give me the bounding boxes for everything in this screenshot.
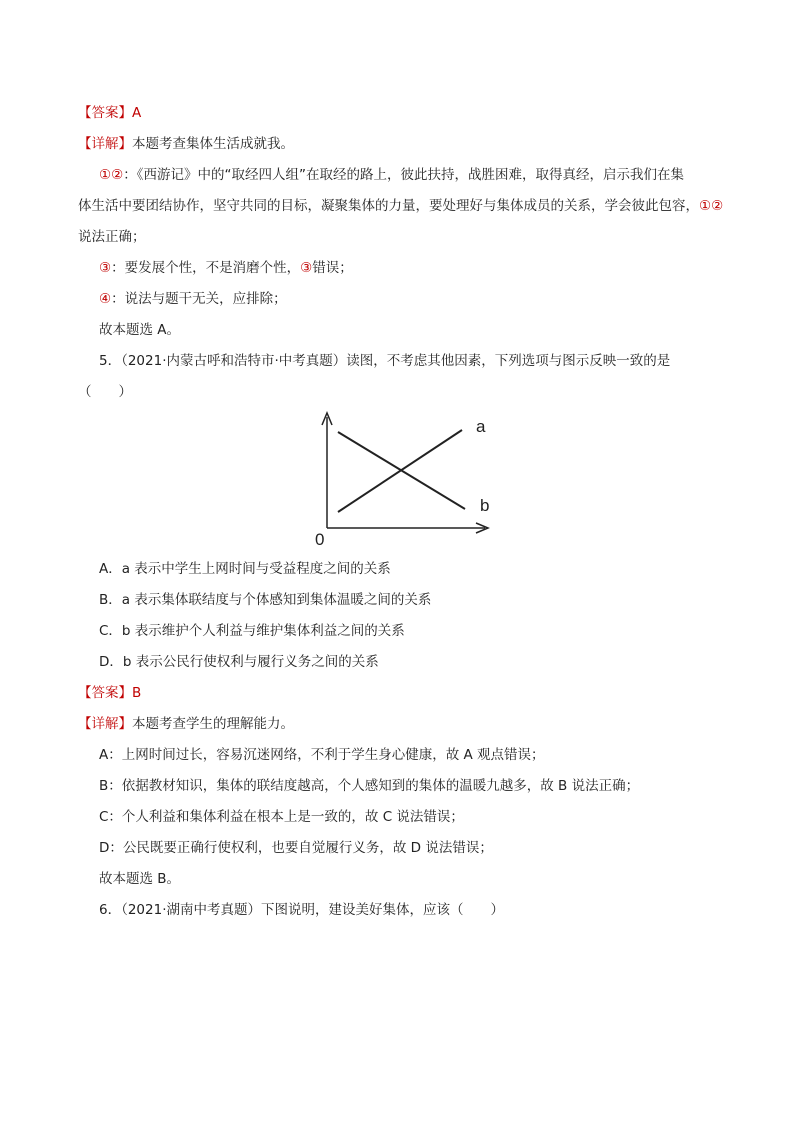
option-marks: ①② [99,167,124,183]
detail-text: ：要发展个性，不是消磨个性， [111,260,301,276]
label-a: a [476,417,486,436]
detail-text: 错误； [312,260,353,276]
detail-line-2 [78,714,294,734]
question-5-diagram [300,405,500,550]
answer-value: B [132,685,142,701]
detail-text: 体生活中要团结协作，坚守共同的目标，凝聚集体的力量，要处理好与集体成员的关系，学会彼此包容， [78,198,699,214]
detail-2-line-d: D：公民既要正确行使权利，也要自觉履行义务，故 D 说法错误； [99,840,493,856]
question-5-blank: （ ） [78,384,132,400]
answer-label: 【答案】 [78,105,132,121]
question-6-stem: 6．（2021·湖南中考真题）下图说明，建设美好集体，应该（ ） [99,902,504,918]
option-mark: ③ [300,260,313,276]
answer-line-1 [78,103,141,123]
option-b: B．a 表示集体联结度与个体感知到集体温暖之间的关系 [99,592,432,608]
detail-label: 【详解】 [78,136,132,152]
detail-paragraph-1-line-3 [78,227,146,247]
detail-line-1 [78,134,294,154]
detail-2-line-a: A：上网时间过长，容易沉迷网络，不利于学生身心健康，故 A 观点错误； [99,747,545,763]
answer-label: 【答案】 [78,685,132,701]
detail-conclusion-2: 故本题选 B。 [99,871,181,887]
answer-value: A [132,105,142,121]
detail-conclusion-1: 故本题选 A。 [99,322,181,338]
detail-paragraph-2 [99,258,353,278]
x-axis [327,523,488,533]
detail-paragraph-3 [99,289,287,309]
y-axis [322,413,332,528]
detail-paragraph-1-line-2 [78,196,723,216]
detail-text: ：说法与题干无关，应排除； [111,291,287,307]
detail-2-line-b: B：依据教材知识，集体的联结度越高，个人感知到的集体的温暖九越多，故 B 说法正确； [99,778,640,794]
origin-label: 0 [315,530,325,549]
detail-label: 【详解】 [78,716,132,732]
option-c: C．b 表示维护个人利益与维护集体利益之间的关系 [99,623,405,639]
line-b [338,432,465,509]
label-b: b [480,496,490,515]
option-mark: ④ [99,291,112,307]
option-marks: ①② [699,198,724,214]
detail-text: 说法正确； [78,229,146,245]
question-5-stem: 5．（2021·内蒙古呼和浩特市·中考真题）读图，不考虑其他因素，下列选项与图示反映一致的是 [99,353,671,369]
detail-intro: 本题考查学生的理解能力。 [132,716,294,732]
answer-line-2 [78,683,141,703]
detail-text: ：《西游记》中的“取经四人组”在取经的路上，彼此扶持，战胜困难，取得真经，启示我们在集 [123,167,684,183]
option-a: A．a 表示中学生上网时间与受益程度之间的关系 [99,561,391,577]
detail-paragraph-1-line-1 [99,165,684,185]
detail-intro: 本题考查集体生活成就我。 [132,136,294,152]
option-mark: ③ [99,260,112,276]
option-d: D．b 表示公民行使权利与履行义务之间的关系 [99,654,379,670]
detail-2-line-c: C：个人利益和集体利益在根本上是一致的，故 C 说法错误； [99,809,464,825]
